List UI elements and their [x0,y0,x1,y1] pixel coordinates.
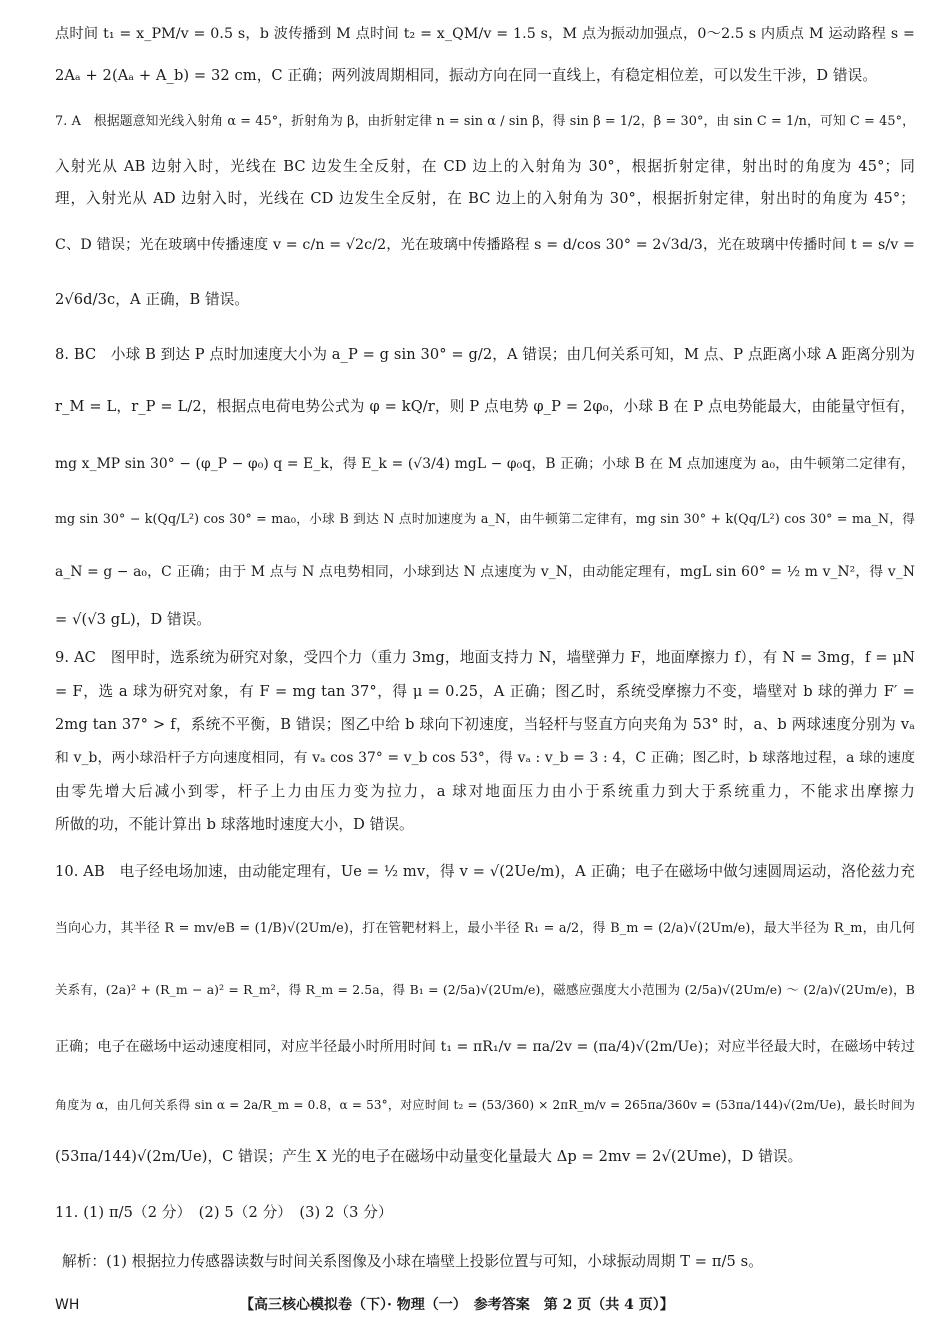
q10-line-5: 角度为 α，由几何关系得 sin α = 2a/R_m = 0.8，α = 53°，对应时间 t₂ = (53/360) × 2πR_m/v = 265πa/360v = (53πa/144)√(2m/Ue)，最长时间为 [55,1098,915,1112]
text-line-1: 点时间 t₁ = x_PM/v = 0.5 s，b 波传播到 M 点时间 t₂ = x_QM/v = 1.5 s，M 点为振动加强点，0～2.5 s 内质点 M 运动路程 s = [55,26,915,42]
q9-line-6: 所做的功，不能计算出 b 球落地时速度大小，D 错误。 [55,816,414,833]
q7-line-5: 2√6d/3c，A 正确，B 错误。 [55,291,250,308]
q10-line-1: 10. AB 电子经电场加速，由动能定理有，Ue = ½ mv，得 v = √(2Ue/m)，A 正确；电子在磁场中做匀速圆周运动，洛伦兹力充 [55,863,915,880]
page-footer [55,1294,915,1316]
q10-line-4: 正确；电子在磁场中运动速度相同，对应半径最小时所用时间 t₁ = πR₁/v = πa/2v = (πa/4)√(2m/Ue)；对应半径最大时，在磁场中转过 [55,1039,915,1055]
text-line-2: 2Aₐ + 2(Aₐ + A_b) = 32 cm，C 正确；两列波周期相同，振动方向在同一直线上，有稳定相位差，可以发生干涉，D 错误。 [55,67,878,84]
q11-answers: 11. (1) π/5（2 分） (2) 5（2 分） (3) 2（3 分） [55,1204,393,1221]
q8-line-6: = √(√3 gL)，D 错误。 [55,611,212,628]
q8-line-4: mg sin 30° − k(Qq/L²) cos 30° = ma₀，小球 B 到达 N 点时加速度为 a_N，由牛顿第二定律有，mg sin 30° + k(Qq/L²) cos 30° = ma_N，得 [55,511,915,526]
q7-line-1: 7. A 根据题意知光线入射角 α = 45°，折射角为 β，由折射定律 n = sin α / sin β，得 sin β = 1/2，β = 30°，由 sin C = 1/n，可知 C = 45°， [55,114,915,129]
q11-analysis: 解析：(1) 根据拉力传感器读数与时间关系图像及小球在墙壁上投影位置与可知，小球振动周期 T = π/5 s。 [62,1253,763,1270]
q9-line-4: 和 v_b，两小球沿杆子方向速度相同，有 vₐ cos 37° = v_b cos 53°，得 vₐ : v_b = 3 : 4，C 正确；图乙时，b 球落地过程，a 球的速度 [55,750,915,766]
q10-line-3: 关系有，(2a)² + (R_m − a)² = R_m²，得 R_m = 2.5a，得 B₁ = (2/5a)√(2Um/e)，磁感应强度大小范围为 (2/5a)√(2Um/e) ～ (2/a)√(2Um/e)，B [55,982,915,997]
q7-line-3: 理，入射光从 AD 边射入时，光线在 CD 边发生全反射，在 BC 边上的入射角为 30°，根据折射定律，射出时的角度为 45°； [55,190,915,207]
q7-line-4: C、D 错误；光在玻璃中传播速度 v = c/n = √2c/2，光在玻璃中传播路程 s = d/cos 30° = 2√3d/3，光在玻璃中传播时间 t = s/v = [55,237,915,253]
footer-title: 【高三核心模拟卷（下）· 物理（一） 参考答案 第 2 页（共 4 页）】 [240,1297,674,1313]
q8-line-5: a_N = g − a₀，C 正确；由于 M 点与 N 点电势相同，小球到达 N 点速度为 v_N，由动能定理有，mgL sin 60° = ½ m v_N²，得 v_N [55,564,915,580]
q8-line-2: r_M = L，r_P = L/2，根据点电荷电势公式为 φ = kQ/r，则 P 点电势 φ_P = 2φ₀，小球 B 在 P 点电势能最大，由能量守恒有， [55,398,915,415]
q8-line-1: 8. BC 小球 B 到达 P 点时加速度大小为 a_P = g sin 30° = g/2，A 错误；由几何关系可知，M 点、P 点距离小球 A 距离分别为 [55,346,915,363]
q10-line-2: 当向心力，其半径 R = mv/eB = (1/B)√(2Um/e)，打在管靶材料上，最小半径 R₁ = a/2，得 B_m = (2/a)√(2Um/e)，最大半径为 R_m，由几何 [55,921,915,936]
q10-line-6: (53πa/144)√(2m/Ue)，C 错误；产生 X 光的电子在磁场中动量变化量最大 Δp = 2mv = 2√(2Ume)，D 错误。 [55,1148,803,1165]
q7-line-2: 入射光从 AB 边射入时，光线在 BC 边发生全反射，在 CD 边上的入射角为 30°，根据折射定律，射出时的角度为 45°；同 [55,158,915,175]
q9-line-2: = F，选 a 球为研究对象，有 F = mg tan 37°，得 μ = 0.25，A 正确；图乙时，系统受摩擦力不变，墙壁对 b 球的弹力 F′ = [55,683,915,700]
q9-line-3: 2mg tan 37° > f，系统不平衡，B 错误；图乙中给 b 球向下初速度，当轻杆与竖直方向夹角为 53° 时，a、b 两球速度分别为 vₐ [55,716,915,733]
q8-line-3: mg x_MP sin 30° − (φ_P − φ₀) q = E_k，得 E_k = (√3/4) mgL − φ₀q，B 正确；小球 B 在 M 点加速度为 a₀，由牛顿第二定律有， [55,456,915,472]
q9-line-1: 9. AC 图甲时，选系统为研究对象，受四个力（重力 3mg，地面支持力 N，墙壁弹力 F，地面摩擦力 f），有 N = 3mg，f = μN [55,649,915,666]
footer-code: WH [55,1297,80,1313]
q9-line-5: 由零先增大后减小到零，杆子上力由压力变为拉力，a 球对地面压力由小于系统重力到大于系统重力，不能求出摩擦力 [55,783,915,800]
